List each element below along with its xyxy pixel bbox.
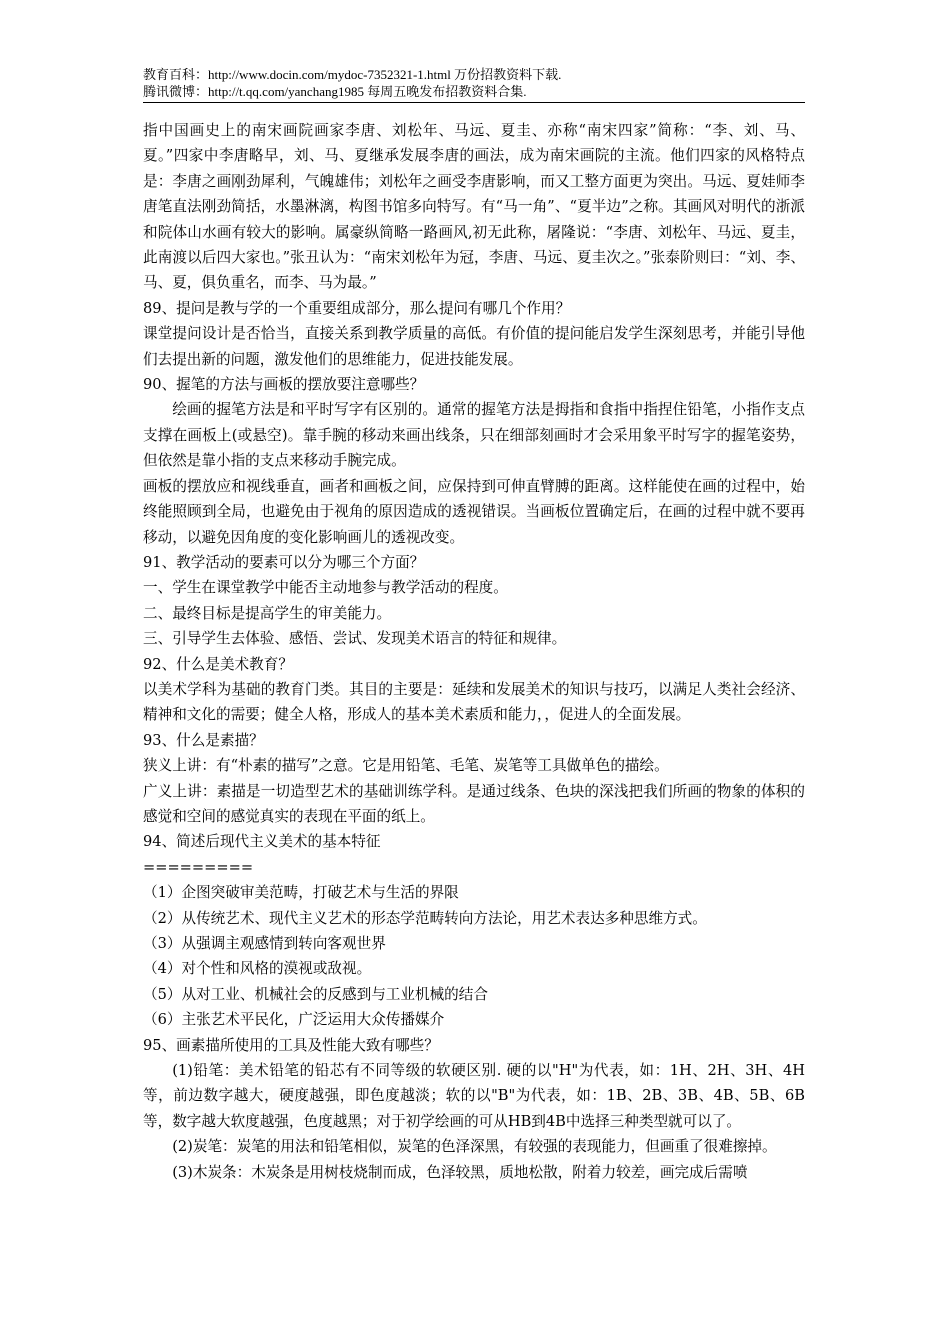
header-divider (143, 102, 805, 103)
answer-91-item-1: 一、学生在课堂教学中能否主动地参与教学活动的程度。 (143, 579, 508, 597)
document-body (143, 118, 805, 1185)
question-95: 95、画素描所使用的工具及性能大致有哪些？ (143, 1036, 439, 1054)
answer-92: 以美术学科为基础的教育门类。其目的主要是：延续和发展美术的知识与技巧，以满足人类社会经济、精神和文化的需要；健全人格，形成人的基本美术素质和能力，，促进人的全面发展。 (143, 680, 805, 724)
answer-95-charcoal-pencil: (2)炭笔：炭笔的用法和铅笔相似，炭笔的色泽深黑，有较强的表现能力，但画重了很难擦掉。 (172, 1138, 777, 1156)
answer-94-item-3: （3）从强调主观感情到转向客观世界 (143, 935, 386, 952)
answer-91-item-2: 二、最终目标是提高学生的审美能力。 (143, 604, 392, 622)
header-line-docin: 教育百科：http://www.docin.com/mydoc-7352321-1.html 万份招教资料下载. (143, 67, 562, 82)
answer-94-item-2: （2）从传统艺术、现代主义艺术的形态学范畴转向方法论，用艺术表达多种思维方式。 (143, 909, 707, 927)
answer-90-board: 画板的摆放应和视线垂直，画者和画板之间，应保持到可伸直臂膊的距离。这样能使在画的过程中，始终能照顾到全局，也避免由于视角的原因造成的透视错误。当画板位置确定后，在画的过程中就不要再移动，以避免因角度的变化影响画儿的透视改变。 (143, 477, 805, 546)
page-header (143, 66, 805, 100)
question-93: 93、什么是素描？ (143, 731, 264, 749)
question-92: 92、什么是美术教育？ (143, 655, 293, 673)
answer-95-pencil: (1)铅笔：美术铅笔的铅芯有不同等级的软硬区别. 硬的以"H"为代表，如：1H、2H、3H、4H等，前边数字越大，硬度越强，即色度越淡；软的以"B"为代表，如：1B、2B、3B、4B、5B、6B等，数字越大软度越强，色度越黑；对于初学绘画的可从HB到4B中选择三种类型就可以了。 (143, 1062, 805, 1130)
question-94: 94、简述后现代主义美术的基本特征 (143, 833, 381, 851)
answer-95-charcoal-stick: (3)木炭条：木炭条是用树枝烧制而成，色泽较黑，质地松散，附着力较差，画完成后需喷 (172, 1163, 748, 1181)
answer-91-item-3: 三、引导学生去体验、感悟、尝试、发现美术语言的特征和规律。 (143, 630, 567, 648)
question-91: 91、教学活动的要素可以分为哪三个方面？ (143, 553, 425, 571)
answer-93-narrow: 狭义上讲：有“朴素的描写”之意。它是用铅笔、毛笔、炭笔等工具做单色的描绘。 (143, 757, 669, 775)
answer-94-item-1: （1）企图突破审美范畴，打破艺术与生活的界限 (143, 884, 459, 902)
answer-94-item-6: （6）主张艺术平民化，广泛运用大众传播媒介 (143, 1011, 445, 1029)
header-line-weibo: 腾讯微博：http://t.qq.com/yanchang1985 每周五晚发布招教资料合集. (143, 84, 527, 99)
question-89: 89、提问是教与学的一个重要组成部分，那么提问有哪几个作用？ (143, 299, 571, 317)
separator-line: ========= (143, 858, 254, 876)
answer-90-grip: 绘画的握笔方法是和平时写字有区别的。通常的握笔方法是拇指和食指中指捏住铅笔，小指作支点支撑在画板上(或悬空)。靠手腕的移动来画出线条，只在细部刻画时才会采用象平时写字的握笔姿势，但依然是靠小指的支点来移动手腕完成。 (143, 401, 805, 470)
answer-89: 课堂提问设计是否恰当，直接关系到教学质量的高低。有价值的提问能启发学生深刻思考，并能引导他们去提出新的问题，激发他们的思维能力，促进技能发展。 (143, 325, 805, 368)
answer-93-broad: 广义上讲：素描是一切造型艺术的基础训练学科。是通过线条、色块的深浅把我们所画的物象的体积的感觉和空间的感觉真实的表现在平面的纸上。 (143, 782, 805, 825)
question-90: 90、握笔的方法与画板的摆放要注意哪些？ (143, 376, 425, 394)
answer-94-item-4: （4）对个性和风格的漠视或敌视。 (143, 960, 372, 978)
answer-94-item-5: （5）从对工业、机械社会的反感到与工业机械的结合 (143, 985, 488, 1003)
paragraph-southern-song-painters: 指中国画史上的南宋画院画家李唐、刘松年、马远、夏圭、亦称“南宋四家”简称：“李、刘、马、夏。”四家中李唐略早，刘、马、夏继承发展李唐的画法，成为南宋画院的主流。他们四家的风格特点是：李唐之画刚劲犀利，气魄雄伟；刘松年之画受李唐影响，而又工整方面更为突出。马远、夏娃师李唐笔直法刚劲简括，水墨淋漓，构图书馆多向特写。有“马一角”、“夏半边”之称。其画风对明代的浙派和院体山水画有较大的影响。属豪纵简略一路画风,初无此称，屠隆说：“李唐、刘松年、马远、夏圭，此南渡以后四大家也。”张丑认为：“南宋刘松年为冠，李唐、马远、夏圭次之。”张泰阶则曰：“刘、李、马、夏，俱负重名，而李、马为最。” (143, 122, 805, 292)
